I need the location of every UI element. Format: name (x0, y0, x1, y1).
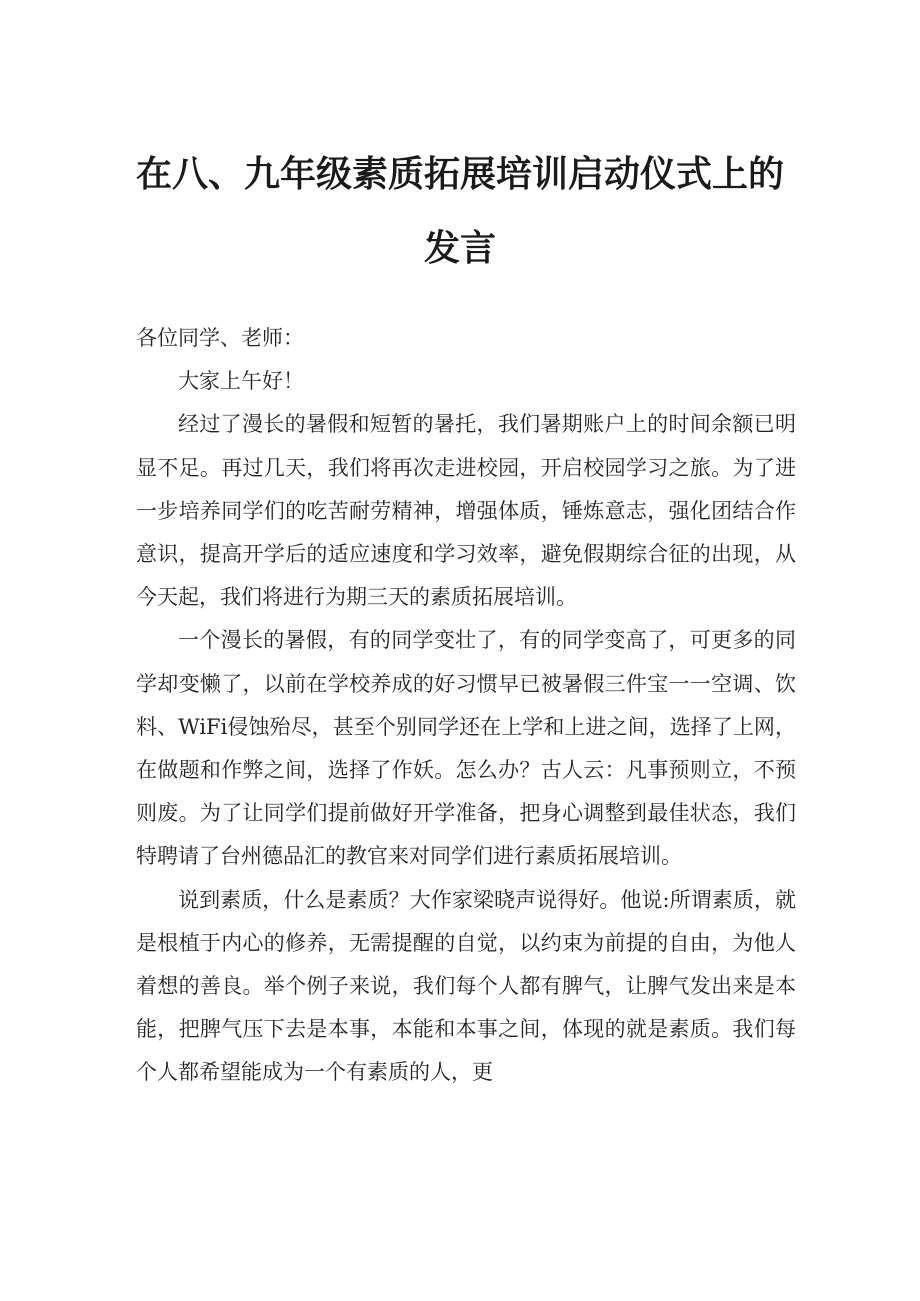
document-title-line-1: 在八、九年级素质拓展培训启动仪式上的 (135, 154, 784, 195)
greeting: 大家上午好！ (178, 369, 304, 394)
paragraph-3: 说到素质，什么是素质？大作家梁晓声说得好。他说:所谓素质，就是根植于内心的修养，无需提醒的自觉，以约束为前提的自由，为他人着想的善良。举个例子来说，我们每个人都有脾气，让脾气发出来是本能，把脾气压下去是本事，本能和本事之间，体现的就是素质。我们每个人都希望能成为一个有素质的人，更 (136, 887, 796, 1085)
document-body (136, 317, 796, 1095)
paragraph-1: 经过了漫长的暑假和短暂的暑托，我们暑期账户上的时间余额已明显不足。再过几天，我们将再次走进校园，开启校园学习之旅。为了进一步培养同学们的吃苦耐劳精神，增强体质，锤炼意志，强化团结合作意识，提高开学后的适应速度和学习效率，避免假期综合征的出现，从今天起，我们将进行为期三天的素质拓展培训。 (136, 412, 796, 610)
salutation: 各位同学、老师： (136, 326, 304, 350)
document-title-line-2: 发言 (423, 228, 496, 269)
paragraph-2: 一个漫长的暑假，有的同学变壮了，有的同学变高了，可更多的同学却变懒了，以前在学校养成的好习惯早已被暑假三件宝一一空调、饮料、WiFi侵蚀殆尽，甚至个别同学还在上学和上进之间，选择了上网，在做题和作弊之间，选择了作妖。怎么办？古人云：凡事预则立，不预则废。为了让同学们提前做好开学准备，把身心调整到最佳状态，我们特聘请了台州德品汇的教官来对同学们进行素质拓展培训。 (136, 628, 796, 869)
